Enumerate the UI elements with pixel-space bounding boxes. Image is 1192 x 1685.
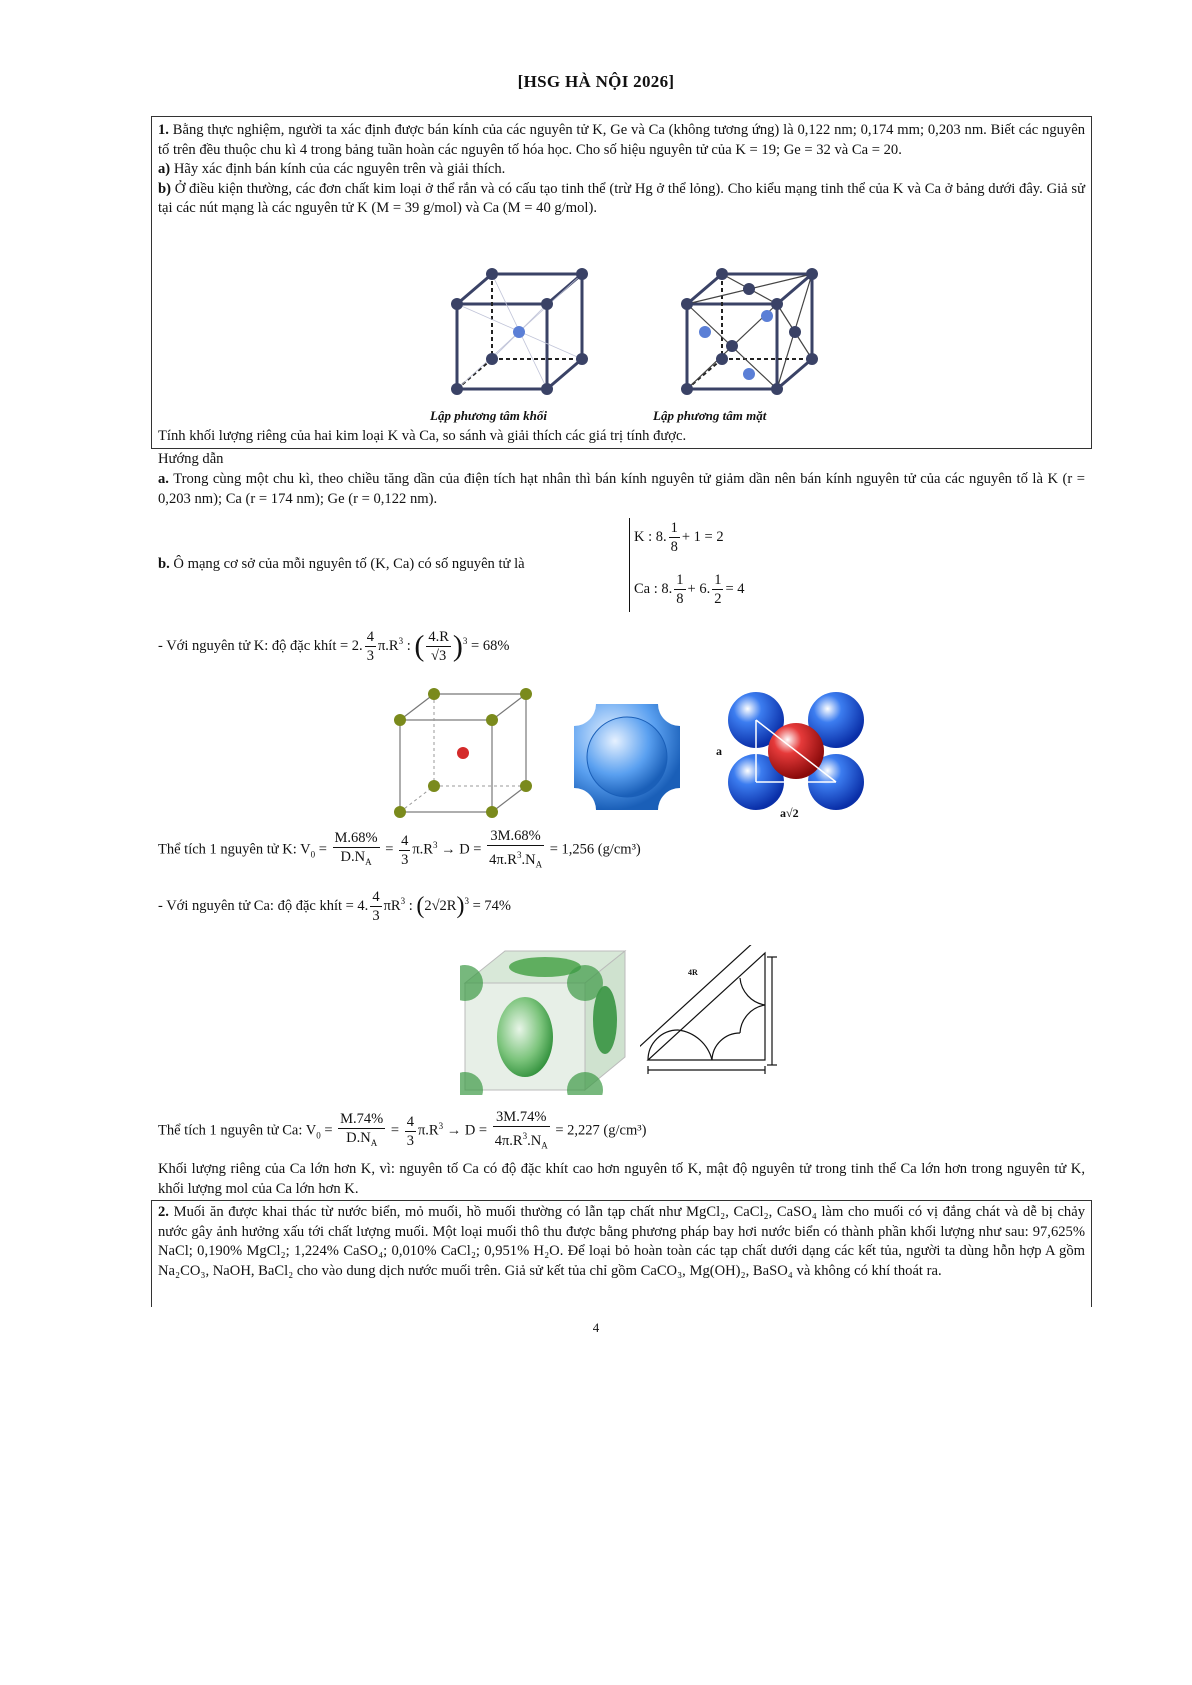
count-brace <box>629 518 630 612</box>
label-4r: 4R <box>688 968 698 977</box>
bcc-lattice-figure <box>437 254 607 404</box>
page-header: [HSG HÀ NỘI 2026] <box>517 72 675 91</box>
question-1-a: a) Hãy xác định bán kính của các nguyên trên và giải thích. <box>158 161 506 177</box>
bcc-sphere-model-figure <box>562 692 692 818</box>
fcc-green-cube-figure <box>460 945 630 1095</box>
bcc-colored-cube-figure <box>392 688 542 818</box>
k-atom-count: K : 8. $\frac{1}{8}$ + 1 = 2 <box>634 520 724 555</box>
ca-volume-formula: Thể tích 1 nguyên tử Ca: $V_0$ = $\frac{M.74\%}{D.N_A}$ = $\frac{4}{3}$ $\pi.R^3 \to D$ = $\frac{3M.74\%}{4\pi.R^3.N_A}$ = 2,227 (g/cm³) <box>158 1109 647 1151</box>
ca-packing-formula: - Với nguyên tử Ca: độ đặc khít = 4. $\frac{4}{3}$ $\pi R^3$ : $(2√2R)^3 = 74\%$ <box>158 889 511 924</box>
page-number: 4 <box>592 1320 600 1335</box>
question-1-b: b) Ở điều kiện thường, các đơn chất kim loại ở thể rắn và có cấu tạo tinh thể (trừ Hg ở thể lỏng). Cho kiểu mạng tinh thể của K và Ca ở bảng dưới đây. Giả sử tại các nút mạng là các nguyên tử K (M = 39 g/mol) và Ca (M = 40 g/mol). <box>158 180 1085 216</box>
guide-title: Hướng dẫn <box>158 451 224 467</box>
question-2-text: 2. Muối ăn được khai thác từ nước biển, mỏ muối, hồ muối thường có lẫn tạp chất như MgCl₂, CaCl₂, CaSO₄ làm cho muối có vị đắng chát và dễ bị chảy nước gây ảnh hưởng xấu tới chất lượng muối. Một loại muối thô thu được bằng phương pháp bay hơi nước biển có thành phần khối lượng như sau: 97,625% NaCl; 0,190% MgCl₂; 1,224% CaSO₄; 0,010% CaCl₂; 0,951% H₂O. Để loại bỏ hoàn toàn các tạp chất dưới dạng các kết tủa, người ta dùng hỗn hợp A gồm Na₂CO₃, NaOH, BaCl₂ cho vào dung dịch nước muối trên. Giả sử kết tủa chỉ gồm CaCO₃, Mg(OH)₂, BaSO₄ và không có khí thoát ra. <box>158 1204 1085 1279</box>
caption-fcc: Lập phương tâm mặt <box>653 408 767 423</box>
fcc-face-diagonal-figure <box>640 945 800 1090</box>
question-2-box <box>151 1200 1092 1307</box>
question-1-task: Tính khối lượng riêng của hai kim loại K và Ca, so sánh và giải thích các giá trị tính được. <box>158 428 687 444</box>
guide-a: a. Trong cùng một chu kì, theo chiều tăng dần của điện tích hạt nhân thì bán kính nguyên tử giảm dần nên bán kính nguyên tử của các nguyên tố là K (r = 0,203 nm); Ca (r = 174 nm); Ge (r = 0,122 nm). <box>158 471 1085 507</box>
question-1-box <box>151 116 1092 449</box>
fcc-lattice-figure <box>667 254 837 404</box>
bcc-diagonal-figure <box>718 690 868 820</box>
caption-bcc: Lập phương tâm khối <box>430 408 547 423</box>
k-packing-formula: - Với nguyên tử K: độ đặc khít = 2. $\frac{4}{3}$ $\pi.R^3$ : ( $\frac{4.R}{√3}$ )$^3$ = 68% <box>158 629 510 664</box>
question-1-intro: 1. Bằng thực nghiệm, người ta xác định được bán kính của các nguyên tử K, Ge và Ca (không tương ứng) là 0,122 nm; 0,174 mm; 0,203 nm. Biết các nguyên tố trên đều thuộc chu kì 4 trong bảng tuần hoàn các nguyên tố hóa học. Cho số hiệu nguyên tử của K = 19; Ge = 32 và Ca = 20. <box>158 122 1085 158</box>
guide-b-intro: b. Ô mạng cơ sở của mỗi nguyên tố (K, Ca) có số nguyên tử là <box>158 556 525 572</box>
question-number: 1. <box>158 122 169 138</box>
label-a-root2: a√2 <box>780 806 799 820</box>
guide-conclusion: Khối lượng riêng của Ca lớn hơn K, vì: nguyên tố Ca có độ đặc khít cao hơn nguyên tố K, mật độ nguyên tử trong tinh thể Ca lớn hơn trong nguyên tử K, khối lượng mol của Ca lớn hơn K. <box>158 1161 1085 1197</box>
ca-atom-count: Ca : 8. $\frac{1}{8}$ + 6. $\frac{1}{2}$ = 4 <box>634 572 745 607</box>
label-a: a <box>716 744 722 758</box>
k-volume-formula: Thể tích 1 nguyên tử K: $V_0$ = $\frac{M.68\%}{D.N_A}$ = $\frac{4}{3}$ $\pi.R^3 \to D$ = $\frac{3M.68\%}{4\pi.R^3.N_A}$ = 1,256 (g/cm³) <box>158 828 641 870</box>
